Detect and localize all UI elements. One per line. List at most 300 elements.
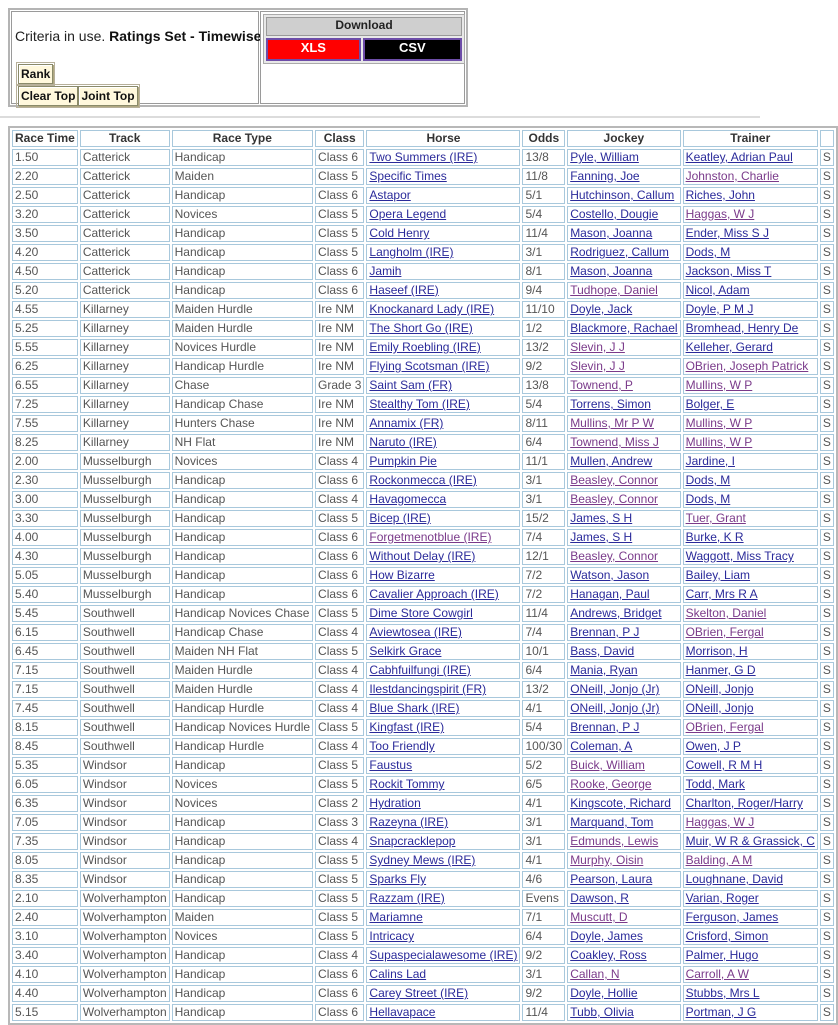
track-cell: Southwell — [80, 681, 170, 698]
trainer-link[interactable]: Bromhead, Henry De — [685, 321, 799, 335]
table-row — [12, 567, 834, 584]
jockey-link[interactable]: Costello, Dougie — [570, 207, 659, 221]
jockey-link[interactable]: Mullins, Mr P W — [570, 416, 654, 430]
race-type-cell: Handicap Hurdle — [172, 738, 313, 755]
jockey-link[interactable]: Mason, Joanna — [570, 226, 653, 240]
odds-cell: 6/4 — [522, 928, 565, 945]
trainer-link[interactable]: Kelleher, Gerard — [685, 340, 773, 354]
trainer-cell — [683, 282, 818, 299]
jockey-link[interactable]: Hutchinson, Callum — [570, 188, 675, 202]
track-cell: Wolverhampton — [80, 1004, 170, 1021]
trainer-link[interactable]: Mullins, W P — [685, 416, 753, 430]
trainer-cell — [683, 643, 818, 660]
trainer-cell — [683, 586, 818, 603]
race-time-cell: 2.50 — [12, 187, 78, 204]
class-cell: Class 5 — [315, 719, 364, 736]
trainer-link[interactable]: Haggas, W J — [685, 815, 755, 829]
horse-cell — [366, 757, 520, 774]
trainer-link[interactable]: Haggas, W J — [685, 207, 755, 221]
track-cell: Musselburgh — [80, 491, 170, 508]
horse-link[interactable]: Bicep (IRE) — [369, 511, 431, 525]
horse-cell — [366, 282, 520, 299]
rank-group — [16, 62, 55, 86]
jockey-link[interactable]: Buick, William — [570, 758, 645, 772]
extra-cell: S — [820, 624, 834, 641]
horse-link[interactable]: Cold Henry — [369, 226, 430, 240]
horse-link[interactable]: Astapor — [369, 188, 411, 202]
horse-link[interactable]: Flying Scotsman (IRE) — [369, 359, 490, 373]
horse-link[interactable]: Rockonmecca (IRE) — [369, 473, 477, 487]
trainer-link[interactable]: Doyle, P M J — [685, 302, 754, 316]
table-row — [12, 149, 834, 166]
clear-top-button[interactable]: Clear Top — [18, 86, 78, 106]
trainer-link[interactable]: Mullins, W P — [685, 435, 753, 449]
jockey-link[interactable]: Brennan, P J — [570, 720, 640, 734]
jockey-link[interactable]: Doyle, James — [570, 929, 643, 943]
class-cell: Class 6 — [315, 985, 364, 1002]
jockey-cell — [567, 833, 680, 850]
trainer-link[interactable]: Portman, J G — [685, 1005, 757, 1019]
jockey-link[interactable]: Doyle, Hollie — [570, 986, 638, 1000]
track-cell: Wolverhampton — [80, 890, 170, 907]
horse-link[interactable]: Cabhfuilfungi (IRE) — [369, 663, 471, 677]
trainer-link[interactable]: Varian, Roger — [685, 891, 759, 905]
trainer-link[interactable]: Riches, John — [685, 188, 755, 202]
extra-cell: S — [820, 586, 834, 603]
jockey-link[interactable]: Beasley, Connor — [570, 549, 659, 563]
table-row — [12, 282, 834, 299]
class-cell: Class 5 — [315, 909, 364, 926]
trainer-cell — [683, 890, 818, 907]
jockey-link[interactable]: Tubb, Olivia — [570, 1005, 634, 1019]
horse-cell — [366, 377, 520, 394]
race-type-cell: Handicap — [172, 548, 313, 565]
horse-link[interactable]: Naruto (IRE) — [369, 435, 437, 449]
horse-link[interactable]: Carey Street (IRE) — [369, 986, 469, 1000]
horse-link[interactable]: Emily Roebling (IRE) — [369, 340, 481, 354]
odds-cell: 11/1 — [522, 453, 565, 470]
header-track: Track — [80, 130, 170, 147]
trainer-link[interactable]: Charlton, Roger/Harry — [685, 796, 803, 810]
trainer-cell — [683, 339, 818, 356]
odds-cell: 3/1 — [522, 833, 565, 850]
jockey-link[interactable]: Tudhope, Daniel — [570, 283, 658, 297]
horse-link[interactable]: Pumpkin Pie — [369, 454, 437, 468]
jockey-link[interactable]: Beasley, Connor — [570, 492, 659, 506]
trainer-link[interactable]: Johnston, Charlie — [685, 169, 779, 183]
race-time-cell: 6.55 — [12, 377, 78, 394]
jockey-cell — [567, 434, 680, 451]
jockey-cell — [567, 472, 680, 489]
extra-cell: S — [820, 510, 834, 527]
horse-cell — [366, 149, 520, 166]
horse-link[interactable]: Ilestdancingspirit (FR) — [369, 682, 487, 696]
jockey-cell — [567, 529, 680, 546]
horse-link[interactable]: Selkirk Grace — [369, 644, 442, 658]
table-row — [12, 909, 834, 926]
trainer-link[interactable]: Muir, W R & Grassick, C — [685, 834, 815, 848]
race-time-cell: 3.50 — [12, 225, 78, 242]
horse-link[interactable]: Knockanard Lady (IRE) — [369, 302, 495, 316]
odds-cell: 9/2 — [522, 947, 565, 964]
horse-link[interactable]: Sparks Fly — [369, 872, 427, 886]
track-cell: Windsor — [80, 852, 170, 869]
race-time-cell: 7.15 — [12, 681, 78, 698]
odds-cell: Evens — [522, 890, 565, 907]
race-time-cell: 6.25 — [12, 358, 78, 375]
jockey-link[interactable]: Brennan, P J — [570, 625, 640, 639]
trainer-cell — [683, 244, 818, 261]
trainer-cell — [683, 871, 818, 888]
jockey-link[interactable]: Bass, David — [570, 644, 635, 658]
csv-download-button[interactable]: CSV — [363, 38, 462, 61]
odds-cell: 3/1 — [522, 814, 565, 831]
track-cell: Musselburgh — [80, 510, 170, 527]
trainer-link[interactable]: Dods, M — [685, 473, 731, 487]
horse-link[interactable]: Mariamne — [369, 910, 423, 924]
joint-top-button[interactable]: Joint Top — [78, 86, 137, 106]
odds-cell: 3/1 — [522, 244, 565, 261]
horse-cell — [366, 833, 520, 850]
jockey-cell — [567, 928, 680, 945]
jockey-cell — [567, 168, 680, 185]
rank-button[interactable]: Rank — [18, 64, 53, 84]
table-row — [12, 548, 834, 565]
trainer-link[interactable]: Stubbs, Mrs L — [685, 986, 760, 1000]
race-type-cell: Novices Hurdle — [172, 339, 313, 356]
table-row — [12, 738, 834, 755]
jockey-link[interactable]: Fanning, Joe — [570, 169, 640, 183]
jockey-link[interactable]: Callan, N — [570, 967, 620, 981]
trainer-link[interactable]: Palmer, Hugo — [685, 948, 759, 962]
trainer-link[interactable]: Morrison, H — [685, 644, 748, 658]
odds-cell: 5/1 — [522, 187, 565, 204]
horse-cell — [366, 871, 520, 888]
trainer-link[interactable]: Ferguson, James — [685, 910, 779, 924]
jockey-link[interactable]: Pyle, William — [570, 150, 639, 164]
table-row — [12, 624, 834, 641]
race-time-cell: 6.35 — [12, 795, 78, 812]
trainer-link[interactable]: OBrien, Fergal — [685, 625, 764, 639]
horse-link[interactable]: Hellavapace — [369, 1005, 436, 1019]
extra-cell: S — [820, 548, 834, 565]
race-type-cell: Maiden — [172, 909, 313, 926]
jockey-link[interactable]: Dawson, R — [570, 891, 629, 905]
jockey-link[interactable]: Andrews, Bridget — [570, 606, 662, 620]
jockey-link[interactable]: James, S H — [570, 530, 633, 544]
header-race-time: Race Time — [12, 130, 78, 147]
track-cell: Southwell — [80, 605, 170, 622]
jockey-cell — [567, 795, 680, 812]
trainer-link[interactable]: Waggott, Miss Tracy — [685, 549, 794, 563]
table-row — [12, 339, 834, 356]
horse-link[interactable]: Intricacy — [369, 929, 415, 943]
horse-link[interactable]: How Bizarre — [369, 568, 435, 582]
horse-link[interactable]: Too Friendly — [369, 739, 435, 753]
criteria-text — [15, 28, 261, 44]
horse-cell — [366, 795, 520, 812]
jockey-link[interactable]: Edmunds, Lewis — [570, 834, 659, 848]
trainer-link[interactable]: ONeill, Jonjo — [685, 701, 754, 715]
jockey-cell — [567, 453, 680, 470]
criteria-cell — [11, 11, 262, 104]
table-row — [12, 700, 834, 717]
jockey-link[interactable]: Muscutt, D — [570, 910, 628, 924]
table-row — [12, 225, 834, 242]
track-cell: Windsor — [80, 871, 170, 888]
race-type-cell: Handicap — [172, 225, 313, 242]
trainer-cell — [683, 149, 818, 166]
jockey-link[interactable]: James, S H — [570, 511, 633, 525]
horse-link[interactable]: Hydration — [369, 796, 421, 810]
horse-link[interactable]: Rockit Tommy — [369, 777, 445, 791]
race-type-cell: Handicap — [172, 833, 313, 850]
trainer-link[interactable]: ONeill, Jonjo — [685, 682, 754, 696]
track-cell: Catterick — [80, 263, 170, 280]
trainer-link[interactable]: Jackson, Miss T — [685, 264, 772, 278]
horse-link[interactable]: Jamih — [369, 264, 402, 278]
trainer-link[interactable]: OBrien, Joseph Patrick — [685, 359, 809, 373]
horse-link[interactable]: Faustus — [369, 758, 413, 772]
horse-link[interactable]: Two Summers (IRE) — [369, 150, 478, 164]
extra-cell: S — [820, 700, 834, 717]
jockey-link[interactable]: Mania, Ryan — [570, 663, 638, 677]
trainer-cell — [683, 491, 818, 508]
jockey-link[interactable]: Rooke, George — [570, 777, 652, 791]
extra-cell: S — [820, 225, 834, 242]
race-time-cell: 2.10 — [12, 890, 78, 907]
trainer-link[interactable]: Jardine, I — [685, 454, 735, 468]
jockey-cell — [567, 966, 680, 983]
jockey-link[interactable]: Mason, Joanna — [570, 264, 653, 278]
extra-cell: S — [820, 206, 834, 223]
horse-link[interactable]: Aviewtosea (IRE) — [369, 625, 462, 639]
class-cell: Class 6 — [315, 548, 364, 565]
trainer-link[interactable]: Dods, M — [685, 245, 731, 259]
horse-link[interactable]: Annamix (FR) — [369, 416, 444, 430]
trainer-cell — [683, 396, 818, 413]
horse-link[interactable]: Razeyna (IRE) — [369, 815, 449, 829]
race-time-cell: 8.45 — [12, 738, 78, 755]
horse-link[interactable]: Blue Shark (IRE) — [369, 701, 460, 715]
horse-link[interactable]: Opera Legend — [369, 207, 447, 221]
horse-link[interactable]: Snapcracklepop — [369, 834, 456, 848]
jockey-link[interactable]: Watson, Jason — [570, 568, 650, 582]
table-row — [12, 833, 834, 850]
class-cell: Class 2 — [315, 795, 364, 812]
jockey-cell — [567, 624, 680, 641]
horse-link[interactable]: Specific Times — [369, 169, 447, 183]
jockey-link[interactable]: ONeill, Jonjo (Jr) — [570, 682, 660, 696]
track-cell: Musselburgh — [80, 529, 170, 546]
class-cell: Class 4 — [315, 662, 364, 679]
jockey-link[interactable]: Coleman, A — [570, 739, 633, 753]
horse-link[interactable]: Calins Lad — [369, 967, 427, 981]
odds-cell: 11/4 — [522, 605, 565, 622]
header-trainer: Trainer — [683, 130, 818, 147]
divider — [0, 116, 760, 118]
race-type-cell: Handicap Novices Hurdle — [172, 719, 313, 736]
trainer-cell — [683, 472, 818, 489]
horse-cell — [366, 434, 520, 451]
trainer-link[interactable]: Balding, A M — [685, 853, 753, 867]
trainer-cell — [683, 605, 818, 622]
race-time-cell: 7.15 — [12, 662, 78, 679]
jockey-link[interactable]: Marquand, Tom — [570, 815, 654, 829]
jockey-cell — [567, 662, 680, 679]
class-cell: Ire NM — [315, 434, 364, 451]
odds-cell: 7/1 — [522, 909, 565, 926]
odds-cell: 11/8 — [522, 168, 565, 185]
jockey-cell — [567, 586, 680, 603]
track-cell: Killarney — [80, 301, 170, 318]
horse-link[interactable]: Stealthy Tom (IRE) — [369, 397, 470, 411]
jockey-link[interactable]: Rodriguez, Callum — [570, 245, 669, 259]
table-row — [12, 795, 834, 812]
track-cell: Killarney — [80, 415, 170, 432]
jockey-link[interactable]: Townend, P — [570, 378, 633, 392]
jockey-link[interactable]: ONeill, Jonjo (Jr) — [570, 701, 660, 715]
horse-link[interactable]: The Short Go (IRE) — [369, 321, 473, 335]
trainer-link[interactable]: Nicol, Adam — [685, 283, 750, 297]
horse-cell — [366, 548, 520, 565]
trainer-link[interactable]: OBrien, Fergal — [685, 720, 764, 734]
horse-link[interactable]: Sydney Mews (IRE) — [369, 853, 476, 867]
table-row — [12, 985, 834, 1002]
trainer-cell — [683, 814, 818, 831]
table-row — [12, 947, 834, 964]
jockey-link[interactable]: Slevin, J J — [570, 340, 625, 354]
odds-cell: 10/1 — [522, 643, 565, 660]
horse-cell — [366, 624, 520, 641]
race-type-cell: Handicap — [172, 966, 313, 983]
trainer-link[interactable]: Owen, J P — [685, 739, 741, 753]
trainer-link[interactable]: Carroll, A W — [685, 967, 749, 981]
jockey-link[interactable]: Kingscote, Richard — [570, 796, 671, 810]
jockey-cell — [567, 263, 680, 280]
trainer-link[interactable]: Bolger, E — [685, 397, 735, 411]
jockey-link[interactable]: Torrens, Simon — [570, 397, 651, 411]
horse-link[interactable]: Supaspecialawesome (IRE) — [369, 948, 518, 962]
horse-link[interactable]: Saint Sam (FR) — [369, 378, 453, 392]
race-type-cell: Handicap — [172, 282, 313, 299]
horse-link[interactable]: Kingfast (IRE) — [369, 720, 445, 734]
horse-link[interactable]: Haseef (IRE) — [369, 283, 439, 297]
trainer-link[interactable]: Hanmer, G D — [685, 663, 756, 677]
trainer-link[interactable]: Crisford, Simon — [685, 929, 769, 943]
jockey-link[interactable]: Beasley, Connor — [570, 473, 659, 487]
extra-cell: S — [820, 852, 834, 869]
jockey-cell — [567, 149, 680, 166]
track-cell: Southwell — [80, 662, 170, 679]
trainer-link[interactable]: Mullins, W P — [685, 378, 753, 392]
jockey-link[interactable]: Slevin, J J — [570, 359, 625, 373]
horse-cell — [366, 453, 520, 470]
horse-link[interactable]: Langholm (IRE) — [369, 245, 454, 259]
track-cell: Wolverhampton — [80, 985, 170, 1002]
race-time-cell: 5.55 — [12, 339, 78, 356]
extra-cell: S — [820, 890, 834, 907]
race-time-cell: 8.05 — [12, 852, 78, 869]
extra-cell: S — [820, 605, 834, 622]
trainer-link[interactable]: Carr, Mrs R A — [685, 587, 758, 601]
extra-cell: S — [820, 643, 834, 660]
trainer-link[interactable]: Tuer, Grant — [685, 511, 746, 525]
trainer-link[interactable]: Keatley, Adrian Paul — [685, 150, 793, 164]
track-cell: Catterick — [80, 168, 170, 185]
horse-link[interactable]: Havagomecca — [369, 492, 447, 506]
jockey-link[interactable]: Blackmore, Rachael — [570, 321, 678, 335]
horse-cell — [366, 681, 520, 698]
odds-cell: 8/1 — [522, 263, 565, 280]
trainer-link[interactable]: Dods, M — [685, 492, 731, 506]
header-horse: Horse — [366, 130, 520, 147]
trainer-cell — [683, 776, 818, 793]
horse-link[interactable]: Dime Store Cowgirl — [369, 606, 473, 620]
odds-cell: 13/8 — [522, 377, 565, 394]
track-cell: Southwell — [80, 624, 170, 641]
race-time-cell: 2.40 — [12, 909, 78, 926]
extra-cell: S — [820, 301, 834, 318]
table-row — [12, 529, 834, 546]
trainer-link[interactable]: Todd, Mark — [685, 777, 745, 791]
trainer-cell — [683, 738, 818, 755]
race-time-cell: 4.00 — [12, 529, 78, 546]
trainer-cell — [683, 358, 818, 375]
jockey-cell — [567, 282, 680, 299]
trainer-cell — [683, 187, 818, 204]
jockey-link[interactable]: Pearson, Laura — [570, 872, 653, 886]
trainer-link[interactable]: Cowell, R M H — [685, 758, 763, 772]
jockey-cell — [567, 776, 680, 793]
jockey-link[interactable]: Coakley, Ross — [570, 948, 647, 962]
horse-link[interactable]: Razzam (IRE) — [369, 891, 445, 905]
class-cell: Class 6 — [315, 966, 364, 983]
race-type-cell: Maiden Hurdle — [172, 662, 313, 679]
race-type-cell: Handicap Hurdle — [172, 358, 313, 375]
xls-download-button[interactable]: XLS — [266, 38, 361, 61]
trainer-link[interactable]: Burke, K R — [685, 530, 744, 544]
race-time-cell: 2.00 — [12, 453, 78, 470]
jockey-link[interactable]: Murphy, Oisin — [570, 853, 644, 867]
odds-cell: 9/2 — [522, 358, 565, 375]
jockey-link[interactable]: Doyle, Jack — [570, 302, 633, 316]
trainer-link[interactable]: Bailey, Liam — [685, 568, 751, 582]
trainer-link[interactable]: Ender, Miss S J — [685, 226, 769, 240]
jockey-link[interactable]: Townend, Miss J — [570, 435, 659, 449]
trainer-cell — [683, 377, 818, 394]
horse-link[interactable]: Forgetmenotblue (IRE) — [369, 530, 492, 544]
race-type-cell: Handicap — [172, 1004, 313, 1021]
jockey-link[interactable]: Hanagan, Paul — [570, 587, 650, 601]
track-cell: Windsor — [80, 795, 170, 812]
table-row — [12, 852, 834, 869]
horse-link[interactable]: Without Delay (IRE) — [369, 549, 476, 563]
jockey-cell — [567, 396, 680, 413]
trainer-link[interactable]: Loughnane, David — [685, 872, 783, 886]
horse-link[interactable]: Cavalier Approach (IRE) — [369, 587, 499, 601]
race-time-cell: 3.20 — [12, 206, 78, 223]
table-row — [12, 1004, 834, 1021]
track-cell: Windsor — [80, 814, 170, 831]
horse-cell — [366, 263, 520, 280]
odds-cell: 9/2 — [522, 985, 565, 1002]
extra-cell: S — [820, 491, 834, 508]
jockey-link[interactable]: Mullen, Andrew — [570, 454, 653, 468]
odds-cell: 11/4 — [522, 1004, 565, 1021]
trainer-cell — [683, 795, 818, 812]
trainer-link[interactable]: Skelton, Daniel — [685, 606, 767, 620]
